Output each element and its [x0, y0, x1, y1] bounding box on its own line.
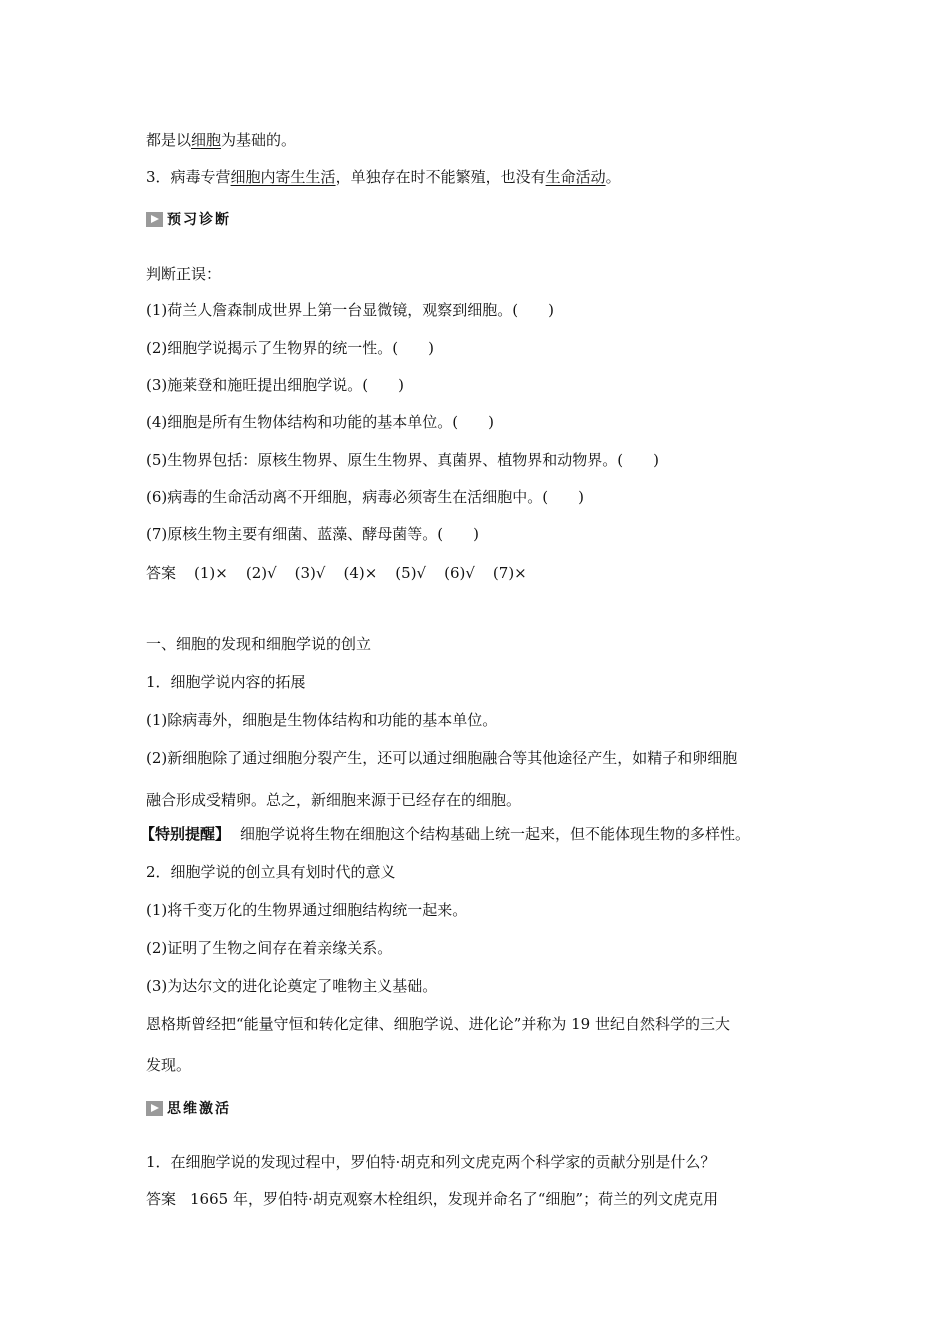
play-triangle-icon [146, 212, 163, 227]
paragraph-line: (3)为达尔文的进化论奠定了唯物主义基础。 [146, 977, 438, 995]
quiz-item: (3)施莱登和施旺提出细胞学说。( ) [146, 376, 404, 394]
underlined-term: 生命活动 [545, 168, 606, 186]
underlined-term: 细胞 [191, 131, 222, 149]
quiz-item: (5)生物界包括：原核生物界、原生生物界、真菌界、植物界和动物界。( ) [146, 451, 659, 469]
subsection-title: 2．细胞学说的创立具有划时代的意义 [146, 863, 396, 881]
quiz-item: (1)荷兰人詹森制成世界上第一台显微镜，观察到细胞。( ) [146, 301, 554, 319]
paragraph-line: 发现。 [146, 1056, 192, 1074]
intro-line-1: 都是以细胞为基础的。 [146, 131, 297, 149]
answer-text-line: 答案 1665 年，罗伯特·胡克观察木栓组织，发现并命名了“细胞”；荷兰的列文虎克用 [146, 1190, 719, 1208]
paragraph-line: (2)证明了生物之间存在着亲缘关系。 [146, 939, 393, 957]
tip-label: 【特别提醒】 [140, 825, 231, 843]
answer-label: 答案 [146, 564, 177, 582]
quiz-item: (6)病毒的生命活动离不开细胞，病毒必须寄生在活细胞中。( ) [146, 488, 584, 506]
preview-prompt: 判断正误： [146, 265, 222, 283]
paragraph-line: (2)新细胞除了通过细胞分裂产生，还可以通过细胞融合等其他途径产生，如精子和卵细胞 [146, 749, 738, 767]
play-triangle-icon [146, 1101, 163, 1116]
subsection-title: 1．细胞学说内容的拓展 [146, 673, 306, 691]
quiz-item: (7)原核生物主要有细菌、蓝藻、酵母菌等。( ) [146, 525, 479, 543]
paragraph-line: (1)将千变万化的生物界通过细胞结构统一起来。 [146, 901, 468, 919]
section-heading-preview: 预习诊断 [146, 209, 231, 229]
paragraph-line: 融合形成受精卵。总之，新细胞来源于已经存在的细胞。 [146, 791, 522, 809]
special-tip: 【特别提醒】 细胞学说将生物在细胞这个结构基础上统一起来，但不能体现生物的多样性。 [140, 825, 751, 843]
intro-line-2: 3．病毒专营细胞内寄生生活，单独存在时不能繁殖，也没有生命活动。 [146, 168, 621, 186]
quiz-item: (4)细胞是所有生物体结构和功能的基本单位。( ) [146, 413, 494, 431]
answer-line: 答案 (1)× (2)√ (3)√ (4)× (5)√ (6)√ (7)× [146, 564, 527, 582]
underlined-term: 细胞内寄生生活 [230, 168, 336, 186]
section-heading-thinking: 思维激活 [146, 1098, 231, 1118]
paragraph-line: 恩格斯曾经把“能量守恒和转化定律、细胞学说、进化论”并称为 19 世纪自然科学的三大 [146, 1015, 730, 1033]
section-title: 一、细胞的发现和细胞学说的创立 [146, 635, 372, 653]
paragraph-line: (1)除病毒外，细胞是生物体结构和功能的基本单位。 [146, 711, 498, 729]
question-line: 1．在细胞学说的发现过程中，罗伯特·胡克和列文虎克两个科学家的贡献分别是什么？ [146, 1153, 716, 1171]
answer-label: 答案 [146, 1190, 177, 1208]
quiz-item: (2)细胞学说揭示了生物界的统一性。( ) [146, 339, 434, 357]
